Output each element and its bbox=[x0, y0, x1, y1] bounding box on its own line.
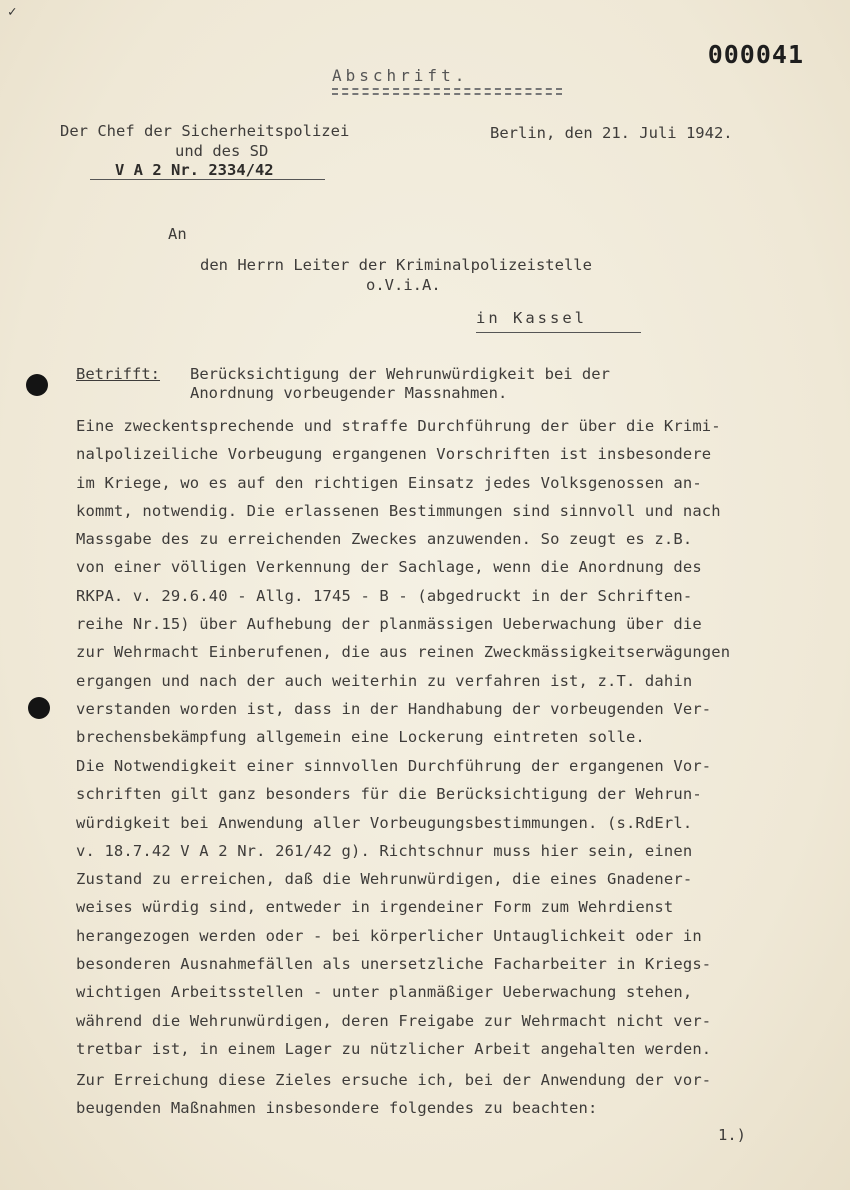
corner-mark: ✓ bbox=[8, 4, 17, 20]
paragraph-3 bbox=[76, 1066, 831, 1123]
dateline: Berlin, den 21. Juli 1942. bbox=[490, 124, 733, 142]
text-line: schriften gilt ganz besonders für die Berücksichtigung der Wehrun- bbox=[76, 785, 702, 804]
recipient-city: in Kassel bbox=[476, 309, 587, 327]
paragraph-2 bbox=[76, 752, 831, 1063]
city-underline bbox=[476, 332, 641, 333]
subject-line-2: Anordnung vorbeugender Massnahmen. bbox=[190, 384, 508, 402]
text-line: RKPA. v. 29.6.40 - Allg. 1745 - B - (abgedruckt in der Schriften- bbox=[76, 586, 693, 605]
issuer-underline bbox=[90, 179, 325, 180]
addressee-label: An bbox=[168, 225, 187, 243]
text-line: ergangen und nach der auch weiterhin zu verfahren ist, z.T. dahin bbox=[76, 671, 693, 690]
text-line: brechensbekämpfung allgemein eine Lockerung eintreten solle. bbox=[76, 728, 645, 747]
text-line: v. 18.7.42 V A 2 Nr. 261/42 g). Richtschnur muss hier sein, einen bbox=[76, 841, 693, 860]
heading-underline-second bbox=[332, 93, 562, 95]
text-line: herangezogen werden oder - bei körperlicher Untauglichkeit oder in bbox=[76, 926, 702, 945]
text-line: würdigkeit bei Anwendung aller Vorbeugungsbestimmungen. (s.RdErl. bbox=[76, 813, 693, 832]
text-line: reihe Nr.15) über Aufhebung der planmässigen Ueberwachung über die bbox=[76, 615, 702, 634]
page-continuation-marker: 1.) bbox=[718, 1126, 746, 1144]
text-line: Die Notwendigkeit einer sinnvollen Durchführung der ergangenen Vor- bbox=[76, 757, 712, 775]
text-line: Eine zweckentsprechende und straffe Durchführung der über die Krimi- bbox=[76, 417, 721, 435]
document-heading: Abschrift. bbox=[332, 66, 469, 85]
text-line: nalpolizeiliche Vorbeugung ergangenen Vorschriften ist insbesondere bbox=[76, 445, 712, 464]
issuer-line-2: und des SD bbox=[175, 142, 269, 160]
serial-number: 000041 bbox=[707, 40, 804, 69]
text-line: von einer völligen Verkennung der Sachlage, wenn die Anordnung des bbox=[76, 558, 702, 577]
text-line: zur Wehrmacht Einberufenen, die aus reinen Zweckmässigkeitserwägungen bbox=[76, 643, 731, 662]
text-line: Zur Erreichung diese Zieles ersuche ich, bei der Anwendung der vor- bbox=[76, 1071, 712, 1089]
text-line: verstanden worden ist, dass in der Handhabung der vorbeugenden Ver- bbox=[76, 699, 712, 718]
issuer-reference: V A 2 Nr. 2334/42 bbox=[115, 161, 274, 179]
text-line: besonderen Ausnahmefällen als unersetzliche Facharbeiter in Kriegs- bbox=[76, 955, 712, 974]
text-line: Massgabe des zu erreichenden Zweckes anzuwenden. So zeugt es z.B. bbox=[76, 530, 693, 549]
recipient-line-1: den Herrn Leiter der Kriminalpolizeistelle bbox=[200, 256, 592, 274]
punch-hole bbox=[28, 697, 50, 719]
text-line: im Kriege, wo es auf den richtigen Einsatz jedes Volksgenossen an- bbox=[76, 473, 702, 492]
text-line: kommt, notwendig. Die erlassenen Bestimmungen sind sinnvoll und nach bbox=[76, 501, 721, 520]
subject-line-1: Berücksichtigung der Wehrunwürdigkeit bei der bbox=[190, 365, 610, 383]
issuer-line-1: Der Chef der Sicherheitspolizei bbox=[60, 122, 350, 140]
paragraph-1 bbox=[76, 412, 831, 752]
subject-label: Betrifft: bbox=[76, 365, 160, 383]
text-line: während die Wehrunwürdigen, deren Freigabe zur Wehrmacht nicht ver- bbox=[76, 1011, 712, 1030]
text-line: beugenden Maßnahmen insbesondere folgendes zu beachten: bbox=[76, 1099, 598, 1118]
punch-hole bbox=[26, 374, 48, 396]
text-line: wichtigen Arbeitsstellen - unter planmäßiger Ueberwachung stehen, bbox=[76, 983, 693, 1002]
text-line: tretbar ist, in einem Lager zu nützlicher Arbeit angehalten werden. bbox=[76, 1039, 712, 1058]
heading-underline bbox=[332, 88, 562, 90]
recipient-line-2: o.V.i.A. bbox=[366, 276, 441, 294]
text-line: weises würdig sind, entweder in irgendeiner Form zum Wehrdienst bbox=[76, 898, 674, 917]
text-line: Zustand zu erreichen, daß die Wehrunwürdigen, die eines Gnadener- bbox=[76, 870, 693, 889]
